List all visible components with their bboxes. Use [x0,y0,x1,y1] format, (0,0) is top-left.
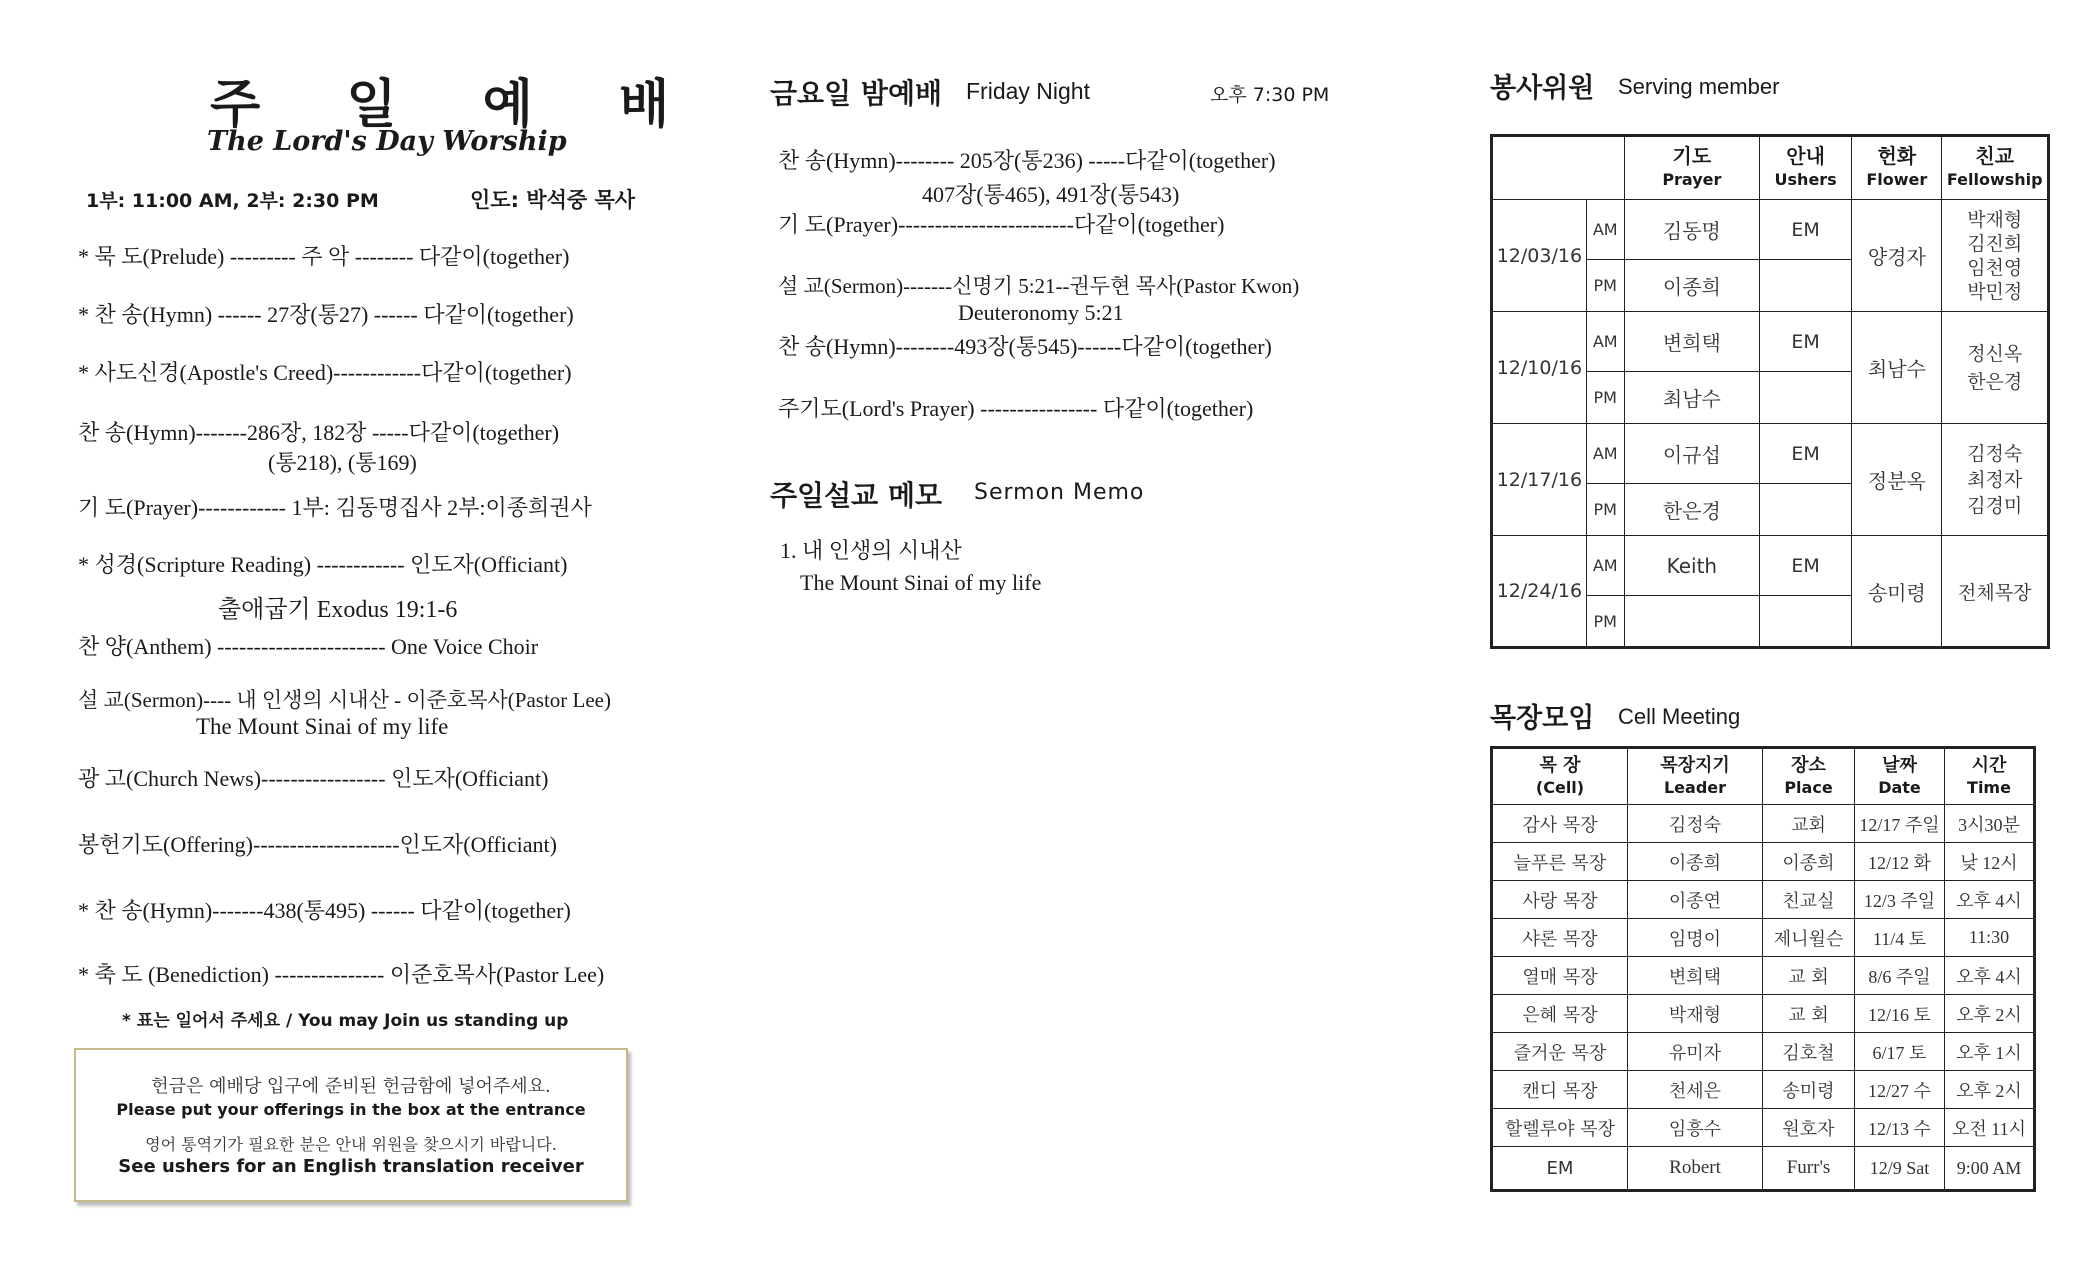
cell-row [1492,805,2035,843]
pm-prayer: 이종희 [1624,260,1759,312]
cell-time: 9:00 AM [1945,1147,2035,1191]
serving-table [1490,134,2050,649]
cell-date: 12/13 수 [1855,1109,1945,1147]
am-prayer: 김동명 [1624,200,1759,260]
cell-place: 원호자 [1763,1109,1855,1147]
order-item-sub: (통218), (통169) [268,450,417,475]
cell-row [1492,1071,2035,1109]
cell-date: 12/27 수 [1855,1071,1945,1109]
cell-date: 12/12 화 [1855,843,1945,881]
serving-title-en: Serving member [1618,74,1780,99]
order-item: * 찬 송(Hymn)-------438(통495) ------ 다같이(together) [78,898,571,923]
cell-time: 오전 11시 [1945,1109,2035,1147]
cell-time: 오후 1시 [1945,1033,2035,1071]
am-usher: EM [1760,424,1852,484]
cell-time: 3시30분 [1945,805,2035,843]
cell-leader: 임흥수 [1628,1109,1763,1147]
cell-row [1492,1033,2035,1071]
serving-date: 12/17/16 [1492,424,1587,536]
cell-name: EM [1492,1147,1628,1191]
cell-place: 이종희 [1763,843,1855,881]
header-flower: 헌화 Flower [1852,136,1942,200]
header-fellowship: 친교 Fellowship [1942,136,2049,200]
cell-row [1492,995,2035,1033]
cell-row [1492,881,2035,919]
pm-label: PM [1586,596,1624,648]
cell-leader: 이종연 [1628,881,1763,919]
order-item: 봉헌기도(Offering)--------------------인도자(Officiant) [78,832,557,857]
cell-place: 제니윌슨 [1763,919,1855,957]
serving-date: 12/24/16 [1492,536,1587,648]
cell-leader: 변희택 [1628,957,1763,995]
cell-date: 12/17 주일 [1855,805,1945,843]
cell-time: 오후 4시 [1945,881,2035,919]
worship-title-en: The Lord's Day Worship [207,126,567,157]
am-label: AM [1586,424,1624,484]
am-prayer: 이규섭 [1624,424,1759,484]
cell-name: 은혜 목장 [1492,995,1628,1033]
flower: 양경자 [1852,200,1942,312]
cell-date: 12/16 토 [1855,995,1945,1033]
cell-name: 캔디 목장 [1492,1071,1628,1109]
pm-label: PM [1586,484,1624,536]
memo-line-ko: 1. 내 인생의 시내산 [780,538,962,563]
fellowship: 전체목장 [1942,536,2049,648]
order-item: * 찬 송(Hymn) ------ 27장(통27) ------ 다같이(together) [78,302,574,327]
pm-label: PM [1586,372,1624,424]
am-prayer: Keith [1624,536,1759,596]
order-item: 찬 송(Hymn)-------286장, 182장 -----다같이(together) [78,420,560,445]
order-item: * 사도신경(Apostle's Creed)------------다같이(together) [78,360,572,385]
order-item: 찬 양(Anthem) ----------------------- One Voice Choir [78,634,539,659]
translation-notice-ko: 영어 통역기가 필요한 분은 안내 위원을 찾으시기 바랍니다. [145,1135,557,1154]
am-label: AM [1586,200,1624,260]
serving-header-row [1492,136,2049,200]
friday-item-sub: 407장(통465), 491장(통543) [922,182,1180,207]
order-item: * 성경(Scripture Reading) ------------ 인도자(Officiant) [78,552,568,577]
cell-date: 11/4 토 [1855,919,1945,957]
cell-place: 교 회 [1763,957,1855,995]
serving-header-blank [1492,136,1625,200]
offering-notice-en: Please put your offerings in the box at the entrance [116,1100,586,1119]
flower: 송미령 [1852,536,1942,648]
cell-time: 오후 2시 [1945,1071,2035,1109]
cell-name: 할렐루야 목장 [1492,1109,1628,1147]
cell-time: 오후 2시 [1945,995,2035,1033]
worship-title-ko: 주 일 예 배 [210,75,704,135]
am-usher: EM [1760,536,1852,596]
am-label: AM [1586,536,1624,596]
cell-place: 교회 [1763,805,1855,843]
cell-name: 사랑 목장 [1492,881,1628,919]
cell-time: 오후 4시 [1945,957,2035,995]
order-item: 광 고(Church News)----------------- 인도자(Officiant) [78,766,549,791]
cell-date: 12/9 Sat [1855,1147,1945,1191]
cell-leader: 유미자 [1628,1033,1763,1071]
cell-row [1492,843,2035,881]
cell-name: 샤론 목장 [1492,919,1628,957]
header-time: 시간 Time [1945,748,2035,805]
header-prayer: 기도 Prayer [1624,136,1759,200]
am-label: AM [1586,312,1624,372]
friday-item-sub: Deuteronomy 5:21 [958,300,1124,325]
cell-leader: 박재형 [1628,995,1763,1033]
header-cell: 목 장 (Cell) [1492,748,1628,805]
sermon-title-en: The Mount Sinai of my life [196,714,449,739]
cell-date: 6/17 토 [1855,1033,1945,1071]
pm-usher [1760,372,1852,424]
cell-time: 11:30 [1945,919,2035,957]
cell-place: 교 회 [1763,995,1855,1033]
friday-item: 기 도(Prayer)------------------------다같이(together) [778,212,1225,237]
pm-usher [1760,596,1852,648]
header-date: 날짜 Date [1855,748,1945,805]
cell-name: 열매 목장 [1492,957,1628,995]
cell-place: 김호철 [1763,1033,1855,1071]
cell-header-row [1492,748,2035,805]
cell-table-body [1492,805,2035,1191]
am-usher: EM [1760,312,1852,372]
cell-name: 즐거운 목장 [1492,1033,1628,1071]
order-item: 설 교(Sermon)---- 내 인생의 시내산 - 이준호목사(Pastor Lee) [78,688,611,712]
translation-notice-en: See ushers for an English translation receiver [118,1156,584,1177]
cell-place: Furr's [1763,1147,1855,1191]
friday-item: 찬 송(Hymn)-------- 205장(통236) -----다같이(together) [778,148,1276,173]
cell-name: 감사 목장 [1492,805,1628,843]
cell-date: 12/3 주일 [1855,881,1945,919]
cell-leader: 천세은 [1628,1071,1763,1109]
order-item: 기 도(Prayer)------------ 1부: 김동명집사 2부:이종희권사 [78,495,592,520]
header-leader: 목장지기 Leader [1628,748,1763,805]
serving-date: 12/10/16 [1492,312,1587,424]
fellowship: 정신옥 한은경 [1942,312,2049,424]
friday-time: 오후 7:30 PM [1210,84,1330,106]
order-item: * 축 도 (Benediction) --------------- 이준호목사(Pastor Lee) [78,962,605,987]
serving-date: 12/03/16 [1492,200,1587,312]
memo-title-ko: 주일설교 메모 [770,479,943,512]
pm-usher [1760,260,1852,312]
order-item: * 묵 도(Prelude) --------- 주 악 -------- 다같이(together) [78,244,570,269]
pm-prayer: 최남수 [1624,372,1759,424]
memo-line-en: The Mount Sinai of my life [800,570,1042,595]
cell-title-en: Cell Meeting [1618,704,1741,729]
cell-date: 8/6 주일 [1855,957,1945,995]
header-ushers: 안내 Ushers [1760,136,1852,200]
serving-row-am [1492,424,2049,484]
flower: 정분옥 [1852,424,1942,536]
pm-label: PM [1586,260,1624,312]
cell-place: 송미령 [1763,1071,1855,1109]
serving-row-am [1492,536,2049,596]
friday-item: 주기도(Lord's Prayer) ---------------- 다같이(together) [778,396,1254,421]
friday-item: 찬 송(Hymn)--------493장(통545)------다같이(together) [778,334,1272,359]
header-place: 장소 Place [1763,748,1855,805]
cell-leader: 김정숙 [1628,805,1763,843]
cell-leader: Robert [1628,1147,1763,1191]
service-leader: 인도: 박석중 목사 [470,188,636,212]
cell-row [1492,1109,2035,1147]
standing-note: * 표는 일어서 주세요 / You may Join us standing up [122,1011,569,1031]
serving-row-am [1492,200,2049,260]
pm-usher [1760,484,1852,536]
cell-title-ko: 목장모임 [1490,703,1595,734]
cell-row [1492,1147,2035,1191]
friday-title-ko: 금요일 밤예배 [770,77,943,110]
serving-title-ko: 봉사위원 [1490,73,1595,104]
scripture-reference: 출애굽기 Exodus 19:1-6 [218,597,458,623]
offering-notice-box [74,1048,628,1202]
cell-leader: 임명이 [1628,919,1763,957]
cell-row [1492,919,2035,957]
cell-leader: 이종희 [1628,843,1763,881]
pm-prayer [1624,596,1759,648]
cell-row [1492,957,2035,995]
flower: 최남수 [1852,312,1942,424]
friday-title-en: Friday Night [966,78,1090,104]
am-usher: EM [1760,200,1852,260]
am-prayer: 변희택 [1624,312,1759,372]
pm-prayer: 한은경 [1624,484,1759,536]
cell-name: 늘푸른 목장 [1492,843,1628,881]
serving-row-am [1492,312,2049,372]
friday-item: 설 교(Sermon)-------신명기 5:21--권두현 목사(Pastor Kwon) [778,274,1300,298]
cell-table [1490,746,2036,1192]
offering-notice-ko: 헌금은 예배당 입구에 준비된 헌금함에 넣어주세요. [151,1076,551,1097]
service-times: 1부: 11:00 AM, 2부: 2:30 PM [86,190,379,212]
memo-title-en: Sermon Memo [974,480,1145,505]
cell-time: 낮 12시 [1945,843,2035,881]
fellowship: 김정숙 최정자 김경미 [1942,424,2049,536]
fellowship: 박재형 김진희 임천영 박민정 [1942,200,2049,312]
cell-place: 친교실 [1763,881,1855,919]
